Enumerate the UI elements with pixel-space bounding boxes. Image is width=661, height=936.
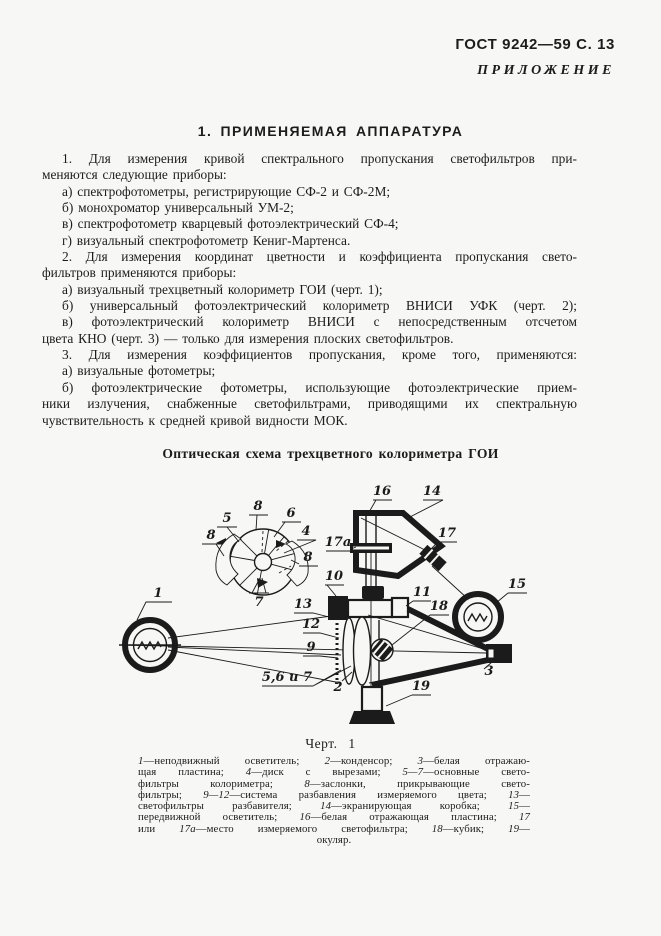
figure-label-17a: 17а [324, 535, 352, 550]
screening-box [350, 513, 447, 586]
figure-label-5-6-7: 5,6 и 7 [261, 670, 313, 685]
body-line: б) универсальный фотоэлектрический колориметр ВНИСИ УФК (черт. 2); [62, 298, 577, 314]
figure-label-11: 11 [412, 585, 432, 600]
figure-label-1: 1 [153, 586, 163, 601]
figure-label-13: 13 [293, 597, 313, 612]
figure-label-15: 15 [507, 577, 527, 592]
legend-line: фильтры колориметра; 8—заслонки, прикрывающие свето- [138, 777, 530, 790]
body-line: а) визуальные фотометры; [62, 363, 216, 379]
body-line: цвета КНО (черт. 3) — только для измерения плоских светофильтров. [42, 330, 454, 346]
legend-line: щая пластина; 4—диск с вырезами; 5—7—основные свето- [138, 766, 531, 779]
movable-illuminator [455, 594, 501, 640]
figure-label-10: 10 [324, 569, 344, 584]
condenser-lens [354, 617, 371, 685]
legend-line: светофильтры разбавителя; 14—экранирующая коробка; 15— [138, 800, 530, 813]
body-line: в) фотоэлектрический колориметр ВНИСИ с непосредственным отсчетом [62, 314, 577, 330]
legend-line: или 17а—место измеряемого светофильтра; 18—кубик; 19— [138, 822, 530, 835]
eyepiece-tube [362, 687, 382, 711]
figure-label-3: 3 [484, 664, 494, 679]
block-10 [328, 596, 348, 620]
legend-line: фильтры; 9—12—система разбавления измеряемого цвета; 13— [138, 788, 531, 801]
body-line: 3. Для измерения коэффициентов пропускания, кроме того, применяются: [62, 347, 577, 363]
body-line: б) монохроматор универсальный УМ-2; [62, 200, 294, 216]
body-text [42, 151, 577, 429]
fixed-illuminator [119, 620, 181, 670]
figure-label-16: 16 [372, 484, 392, 499]
eyepiece-base [349, 711, 395, 724]
figure-label-9: 9 [306, 640, 316, 655]
figure-legend [138, 756, 530, 846]
horizontal-tube [348, 600, 392, 617]
body-line: б) фотоэлектрические фотометры, использующие фотоэлектрические прием- [62, 379, 577, 395]
figure-label-17: 17 [437, 526, 457, 541]
tube-cap [362, 586, 384, 599]
body-line: 2. Для измерения координат цветности и коэффициента пропускания свето- [62, 249, 577, 265]
body-line: в) спектрофотометр кварцевый фотоэлектрический СФ-4; [62, 216, 399, 232]
figure-label-6: 6 [286, 506, 296, 521]
legend-line: передвижной осветитель; 16—белая отражающая пластина; 17 [138, 811, 530, 824]
body-line: ники излучения, снабженные светофильтрами, приводящими их спектральную [42, 396, 577, 412]
body-line: г) визуальный спектрофотометр Кениг-Мартенса. [62, 232, 351, 248]
figure-label-2: 2 [333, 680, 343, 695]
figure-label-19: 19 [411, 679, 431, 694]
body-line: фильтров применяются приборы: [42, 265, 237, 281]
standard-reference: ГОСТ 9242—59 С. 13 [455, 36, 615, 53]
section-title: 1. ПРИМЕНЯЕМАЯ АППАРАТУРА [197, 123, 464, 139]
legend-line: 1—неподвижный осветитель; 2—конденсор; 3—белая отражаю- [138, 755, 530, 767]
figure-label-7: 7 [254, 595, 264, 610]
figure-label-14: 14 [422, 484, 442, 499]
figure-label-18: 18 [429, 599, 449, 614]
figure-label-8: 8 [303, 550, 313, 565]
central-assembly [328, 586, 512, 724]
lamp-filament [468, 614, 487, 621]
annex-heading: ПРИЛОЖЕНИЕ [477, 63, 615, 78]
body-line: чувствительность к средней кривой видности МОК. [42, 412, 348, 428]
body-line: меняются следующие приборы: [42, 167, 227, 183]
figure-drawing [105, 478, 575, 743]
figure-label-4: 4 [301, 524, 311, 539]
body-line: а) визуальный трехцветный колориметр ГОИ (черт. 1); [62, 281, 383, 297]
figure-title: Оптическая схема трехцветного колориметра ГОИ [162, 446, 499, 461]
body-line: а) спектрофотометры, регистрирующие СФ-2 и СФ-2М; [62, 183, 391, 199]
figure-label-8: 8 [206, 528, 216, 543]
disc-hub [255, 554, 272, 571]
figure-label-5: 5 [222, 511, 232, 526]
figure-label-12: 12 [301, 617, 321, 632]
figure-caption: Черт. 1 [305, 736, 356, 751]
body-line: 1. Для измерения кривой спектрального пропускания светофильтров при- [62, 151, 577, 166]
figure-label-8: 8 [253, 499, 263, 514]
legend-line: окуляр. [316, 834, 352, 847]
cube-11 [392, 598, 408, 617]
